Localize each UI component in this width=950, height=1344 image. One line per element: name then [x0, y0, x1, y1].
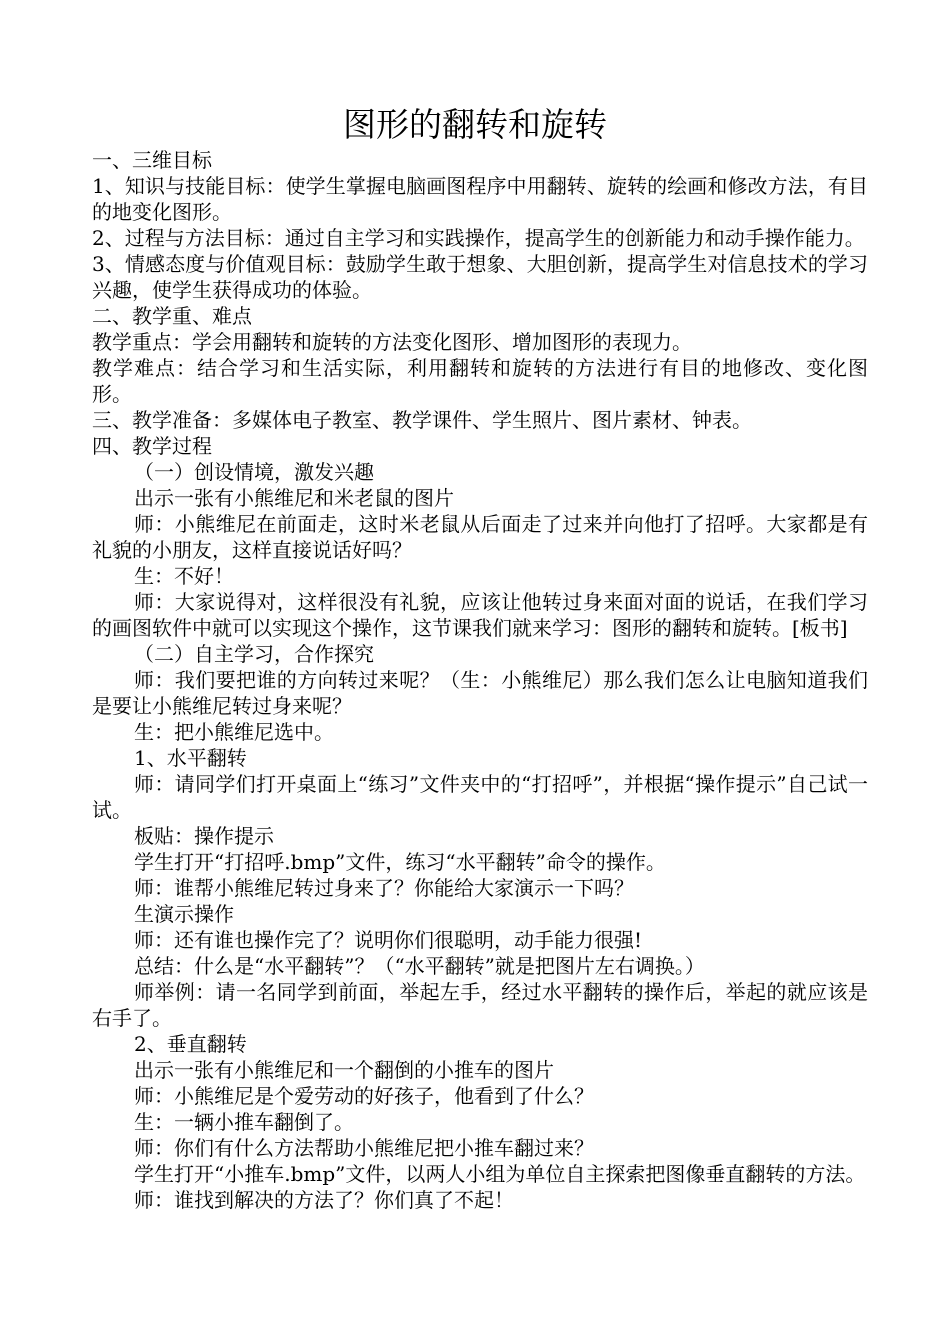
- paragraph: 师：小熊维尼是个爱劳动的好孩子，他看到了什么？: [134, 1084, 594, 1108]
- document-body: [92, 147, 868, 1213]
- section-heading: 三、教学准备：多媒体电子教室、教学课件、学生照片、图片素材、钟表。: [92, 408, 752, 432]
- paragraph: 出示一张有小熊维尼和一个翻倒的小推车的图片: [134, 1058, 554, 1082]
- section-heading: 一、三维目标: [92, 148, 212, 172]
- paragraph: 生：把小熊维尼选中。: [134, 720, 334, 744]
- item-heading: 1、水平翻转: [134, 746, 247, 770]
- item-heading: 2、垂直翻转: [134, 1032, 247, 1056]
- paragraph: 总结：什么是“水平翻转”？（“水平翻转”就是把图片左右调换。）: [134, 954, 705, 978]
- document-title: 图形的翻转和旋转: [343, 105, 607, 144]
- paragraph: 学生打开“打招呼.bmp”文件，练习“水平翻转”命令的操作。: [134, 850, 666, 874]
- section-heading: 二、教学重、难点: [92, 304, 252, 328]
- paragraph: 学生打开“小推车.bmp”文件，以两人小组为单位自主探索把图像垂直翻转的方法。: [134, 1162, 866, 1186]
- paragraph: 生演示操作: [134, 902, 234, 926]
- paragraph: 板贴：操作提示: [134, 824, 274, 848]
- paragraph: 3、情感态度与价值观目标：鼓励学生敢于想象、大胆创新，提高学生对信息技术的学习兴趣，使学生获得成功的体验。: [92, 252, 868, 302]
- paragraph: 2、过程与方法目标：通过自主学习和实践操作，提高学生的创新能力和动手操作能力。: [92, 226, 865, 250]
- paragraph: 师：大家说得对，这样很没有礼貌，应该让他转过身来面对面的说话，在我们学习的画图软件中就可以实现这个操作，这节课我们就来学习：图形的翻转和旋转。[板书]: [92, 590, 868, 640]
- paragraph: 师：我们要把谁的方向转过来呢？（生：小熊维尼）那么我们怎么让电脑知道我们是要让小熊维尼转过身来呢？: [92, 668, 868, 718]
- paragraph: 师：谁帮小熊维尼转过身来了？你能给大家演示一下吗？: [134, 876, 634, 900]
- section-heading: 四、教学过程: [92, 434, 212, 458]
- paragraph: 师举例：请一名同学到前面，举起左手，经过水平翻转的操作后，举起的就应该是右手了。: [92, 980, 868, 1030]
- subsection-heading: （二）自主学习，合作探究: [134, 642, 374, 666]
- paragraph: 教学重点：学会用翻转和旋转的方法变化图形、增加图形的表现力。: [92, 330, 692, 354]
- subsection-heading: （一）创设情境，激发兴趣: [134, 460, 374, 484]
- paragraph: 师：谁找到解决的方法了？你们真了不起！: [134, 1188, 514, 1212]
- paragraph: 出示一张有小熊维尼和米老鼠的图片: [134, 486, 454, 510]
- paragraph: 教学难点：结合学习和生活实际，利用翻转和旋转的方法进行有目的地修改、变化图形。: [92, 356, 868, 406]
- paragraph: 生：一辆小推车翻倒了。: [134, 1110, 354, 1134]
- paragraph: 1、知识与技能目标：使学生掌握电脑画图程序中用翻转、旋转的绘画和修改方法，有目的地变化图形。: [92, 174, 868, 224]
- paragraph: 生：不好！: [134, 564, 234, 588]
- paragraph: 师：还有谁也操作完了？说明你们很聪明，动手能力很强!: [134, 928, 643, 952]
- paragraph: 师：小熊维尼在前面走，这时米老鼠从后面走了过来并向他打了招呼。大家都是有礼貌的小朋友，这样直接说话好吗？: [92, 512, 868, 562]
- paragraph: 师：你们有什么方法帮助小熊维尼把小推车翻过来？: [134, 1136, 594, 1160]
- paragraph: 师：请同学们打开桌面上“练习”文件夹中的“打招呼”，并根据“操作提示”自己试一试。: [92, 772, 868, 822]
